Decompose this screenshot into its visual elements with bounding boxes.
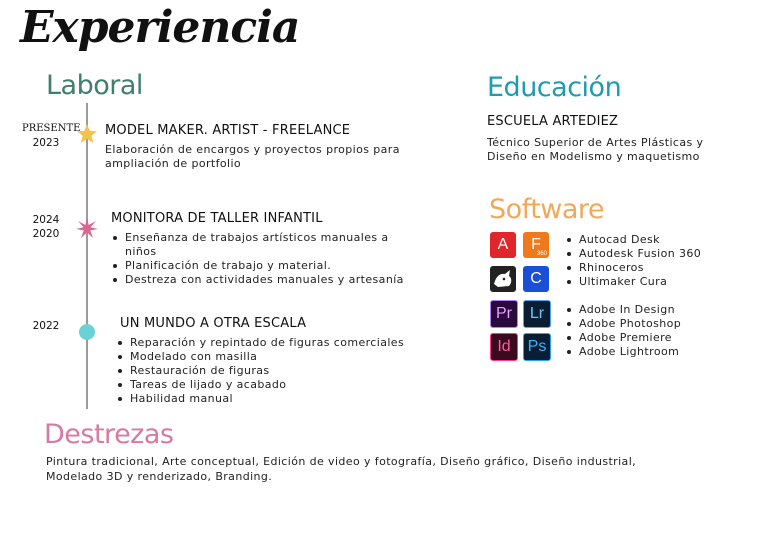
list-item: Rhinoceros [565,261,755,275]
list-item: Modelado con masilla [116,350,436,364]
list-item: Adobe In Design [565,303,755,317]
job-1-years [22,122,81,150]
job-2-year-start: 2024 [32,214,60,226]
laboral-heading: Laboral [46,70,143,101]
premiere-icon-letter: Pr [496,305,512,322]
destrezas-line-2: Modelado 3D y renderizado, Branding. [46,470,273,483]
job-1-desc-line-2: ampliación de portfolio [105,157,242,170]
timeline-line [86,103,88,409]
list-item: Habilidad manual [116,392,436,406]
job-2-bullets [111,231,431,287]
list-item-continuation: niños [125,245,157,258]
degree-line-2: Diseño en Modelismo y maquetismo [487,150,700,163]
job-2-year-end: 2020 [32,228,60,240]
job-1-description [105,143,400,171]
job-3-year: 2022 [32,320,60,332]
list-item: Adobe Lightroom [565,345,755,359]
cura-icon-letter: C [530,270,542,287]
list-item: Adobe Photoshop [565,317,755,331]
page-title: Experiencia [20,2,300,53]
job-3-bullets [116,336,436,406]
fusion-360-icon [523,232,549,258]
list-item: Planificación de trabajo y material. [111,259,431,273]
degree-text [487,136,747,164]
indesign-icon-letter: Id [497,338,511,355]
software-heading: Software [489,194,605,225]
lightroom-icon-letter: Lr [529,305,545,322]
job-2-years [22,213,70,241]
job-3-title: UN MUNDO A OTRA ESCALA [120,316,307,331]
destrezas-line-1: Pintura tradicional, Arte conceptual, Edición de video y fotografía, Diseño gráfico, Diseño industrial, [46,455,637,468]
list-item: Tareas de lijado y acabado [116,378,436,392]
autocad-icon [490,232,516,258]
ultimaker-cura-icon [523,266,549,292]
job-1-desc-line-1: Elaboración de encargos y proyectos propios para [105,143,400,156]
fusion-icon-sub: 360 [536,251,547,257]
job-1-year-start: PRESENTE [22,123,81,134]
lightroom-icon [523,300,551,328]
list-item: Restauración de figuras [116,364,436,378]
rhino-icon [490,266,516,292]
photoshop-icon-letter: Ps [527,338,547,355]
list-item: Ultimaker Cura [565,275,755,289]
degree-line-1: Técnico Superior de Artes Plásticas y [487,136,704,149]
software-list-2 [565,303,755,359]
list-item: Destreza con actividades manuales y artesanía [111,273,431,287]
school-name: ESCUELA ARTEDIEZ [487,114,619,129]
educacion-heading: Educación [487,72,622,103]
star-gold-icon [76,123,98,145]
list-item: Reparación y repintado de figuras comerciales [116,336,436,350]
dot-teal-icon [78,323,96,341]
destrezas-text [46,454,746,484]
list-item: Adobe Premiere [565,331,755,345]
indesign-icon [490,333,518,361]
photoshop-icon [523,333,551,361]
fusion-icon-letter: F [531,236,541,253]
list-item: Autodesk Fusion 360 [565,247,755,261]
job-1-title: MODEL MAKER. ARTIST - FREELANCE [105,123,351,138]
job-3-years [22,319,70,333]
software-list-1 [565,233,755,289]
star-pink-icon [75,216,99,240]
list-item: Enseñanza de trabajos artísticos manuales a [111,231,431,245]
autocad-icon-letter: A [497,236,509,253]
list-item: Autocad Desk [565,233,755,247]
destrezas-heading: Destrezas [44,419,174,450]
premiere-icon [490,300,518,328]
job-1-year-end: 2023 [32,137,60,149]
job-2-title: MONITORA DE TALLER INFANTIL [111,211,323,226]
